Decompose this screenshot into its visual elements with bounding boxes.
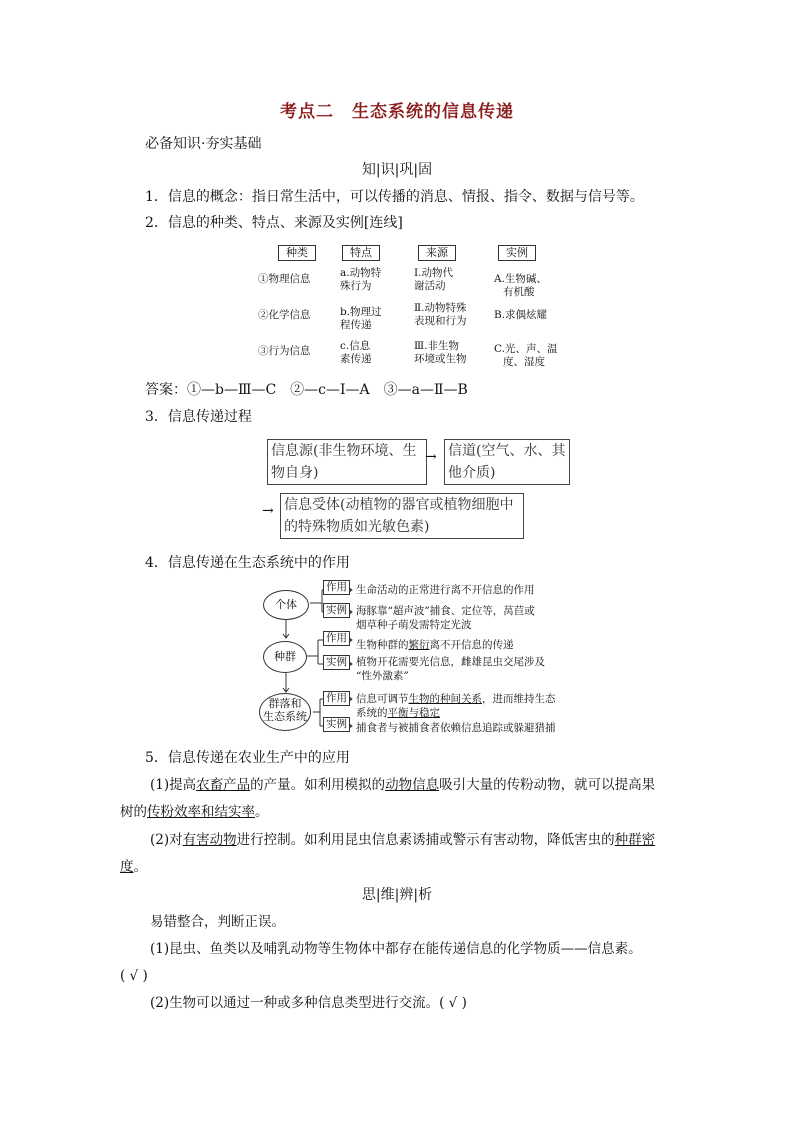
text-run: 传粉效率和结实率 (147, 804, 255, 820)
role-text-community: 信息可调节生物的种间关系，进而维持生态 (356, 693, 556, 705)
cell-line: 群落和 (268, 697, 302, 710)
role-label: 作用 (323, 691, 350, 706)
example-label: 实例 (323, 717, 350, 732)
item-5-para-2-line-1 (150, 831, 655, 849)
item-3-heading: 3．信息传递过程 (145, 409, 252, 425)
role-text-community-2: 系统的平衡与稳定 (356, 707, 440, 719)
text-run: (2)对 (150, 832, 183, 848)
item-4-heading: 4．信息传递在生态系统中的作用 (145, 555, 350, 571)
judge-intro: 易错整合，判断正误。 (150, 914, 285, 930)
table-header-type: 种类 (278, 245, 316, 261)
judge-item-1: (1)昆虫、鱼类以及哺乳动物等生物体中都存在能传递信息的化学物质——信息素。 (150, 941, 642, 957)
text-run: 有害动物 (182, 832, 237, 848)
example-text-population: 植物开花需要光信息，雌雄昆虫交尾涉及 (356, 656, 545, 668)
example-label: 实例 (323, 603, 350, 618)
text-run: 动物信息 (385, 777, 440, 793)
cell-line: Ⅰ.动物代 (414, 267, 453, 279)
role-label: 作用 (323, 631, 350, 646)
text-run: 。 (133, 859, 147, 875)
subsection-heading-thinking: 思|维|辨|析 (361, 887, 433, 903)
item-5-para-2-line-2 (120, 858, 147, 876)
judge-item-1-answer: ( √ ) (120, 968, 148, 984)
flow-arrow: → (425, 449, 437, 465)
info-receiver-box: 信息受体(动植物的器官或植物细胞中的特殊物质如光敏色素) (280, 493, 524, 539)
example-text-community: 捕食者与被捕食者依赖信息追踪或躲避猎捕 (356, 722, 556, 734)
table-header-example: 实例 (498, 245, 536, 261)
item-5-heading: 5．信息传递在农业生产中的应用 (145, 750, 350, 766)
flow-arrow: → (262, 503, 274, 519)
title-topic-number: 考点二 (280, 102, 334, 122)
example-label: 实例 (323, 655, 350, 670)
role-label: 作用 (323, 580, 350, 595)
example-text-individual: 海豚靠“超声波”捕食、定位等，莴苣或 (356, 605, 535, 617)
cell-line: 环境或生物 (414, 353, 467, 365)
text-run: 吸引大量的传粉动物，就可以提高果 (439, 777, 656, 793)
item-5-para-1-line-1 (150, 776, 655, 794)
info-channel-box: 信道(空气、水、其他介质) (444, 439, 570, 485)
text-run: 树的 (120, 804, 147, 820)
cell-line: a.动物特 (340, 267, 382, 279)
item-5-para-1-line-2 (120, 803, 269, 821)
cell-line: b.物理过 (340, 306, 382, 318)
cell-line: 有机酸 (503, 286, 535, 298)
cell-line: 殊行为 (340, 280, 372, 292)
level-population-node: 种群 (263, 641, 307, 673)
text-run: 度 (120, 859, 134, 875)
role-text-individual: 生命活动的正常进行离不开信息的作用 (356, 584, 535, 596)
cell-line: B.求偶炫耀 (494, 309, 548, 321)
item-1-definition: 1．信息的概念：指日常生活中，可以传播的消息、情报、指令、数据与信号等。 (145, 189, 644, 205)
cell-line: c.信息 (340, 340, 371, 352)
table-cell: ②化学信息 (258, 309, 311, 321)
text-run: 的产量。如利用模拟的 (250, 777, 386, 793)
cell-line: C.光、声、温 (494, 343, 558, 355)
subsection-heading-knowledge: 知|识|巩|固 (361, 162, 433, 178)
item-2-heading: 2．信息的种类、特点、来源及实例[连线] (145, 215, 403, 231)
table-header-feature: 特点 (342, 245, 380, 261)
cell-line: 表现和行为 (414, 315, 467, 327)
cell-line: 程传递 (340, 319, 372, 331)
title-topic-name: 生态系统的信息传递 (352, 102, 514, 122)
example-text-individual: 烟草种子萌发需特定光波 (356, 619, 472, 631)
table-cell: ③行为信息 (258, 345, 311, 357)
text-run: 农畜产品 (196, 777, 251, 793)
example-text-population: “性外激素” (356, 670, 409, 682)
text-run: (1)提高 (150, 777, 197, 793)
cell-line: A.生物碱、 (494, 273, 547, 285)
level-community-node (259, 693, 311, 731)
judge-item-2: (2)生物可以通过一种或多种信息类型进行交流。( √ ) (150, 995, 467, 1011)
cell-line: Ⅲ.非生物 (414, 340, 459, 352)
cell-line: 生态系统 (263, 710, 307, 723)
table-header-source: 来源 (418, 245, 456, 261)
text-run: 。 (255, 804, 269, 820)
answer-line: 答案：①—b—Ⅲ—C ②—c—Ⅰ—A ③—a—Ⅱ—B (145, 382, 468, 398)
level-individual-node: 个体 (263, 590, 309, 620)
text-run: 种群密 (614, 832, 656, 848)
text-run: 进行控制。如利用昆虫信息素诱捕或警示有害动物，降低害虫的 (236, 832, 615, 848)
info-source-box: 信息源(非生物环境、生物自身) (267, 439, 427, 485)
cell-line: 素传递 (340, 353, 372, 365)
cell-line: 谢活动 (414, 280, 446, 292)
cell-line: 度、湿度 (503, 356, 545, 368)
cell-line: Ⅱ.动物特殊 (414, 302, 467, 314)
section-label: 必备知识·夯实基础 (145, 136, 262, 152)
role-text-population: 生物种群的繁衍离不开信息的传递 (356, 639, 514, 651)
table-cell: ①物理信息 (258, 273, 311, 285)
